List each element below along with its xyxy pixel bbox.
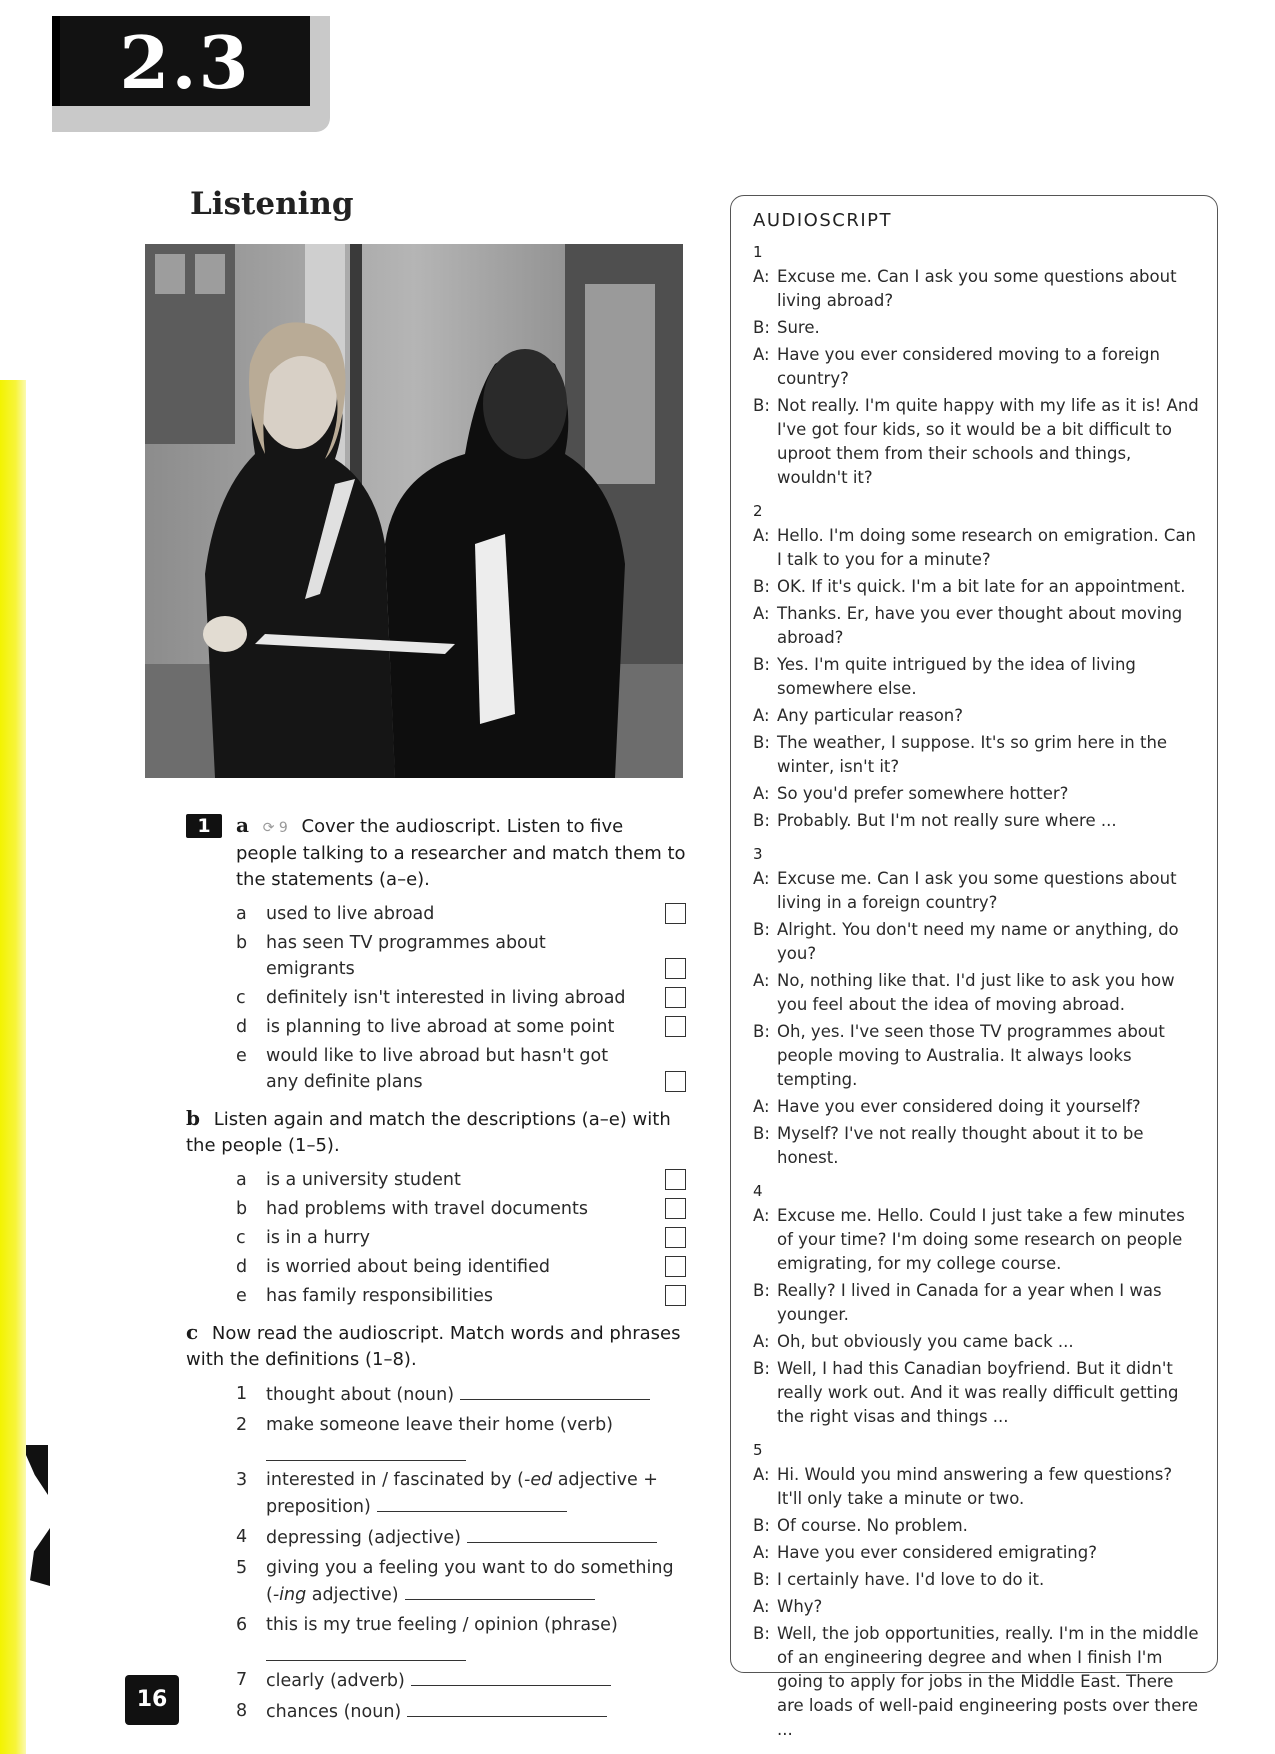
- line-text: Excuse me. Can I ask you some questions about living abroad?: [777, 267, 1177, 310]
- item-letter: e: [236, 1286, 247, 1306]
- list-item: [186, 1555, 686, 1608]
- dialogue-line: [753, 394, 1201, 490]
- unit-badge-inner: [52, 16, 310, 106]
- line-text: Oh, but obviously you came back ...: [777, 1332, 1074, 1351]
- section-number: 4: [753, 1182, 763, 1200]
- item-letter: d: [236, 1017, 248, 1037]
- section-number: 2: [753, 502, 763, 520]
- item-text: depressing (adjective): [266, 1528, 462, 1548]
- item-letter: c: [236, 1228, 246, 1248]
- speaker: B:: [753, 1516, 770, 1535]
- list-item: [186, 1667, 686, 1694]
- answer-box[interactable]: [665, 1016, 686, 1037]
- audioscript-panel: [730, 195, 1218, 1739]
- item-number: 7: [236, 1670, 248, 1690]
- line-text: The weather, I suppose. It's so grim here in the winter, isn't it?: [777, 733, 1168, 776]
- dialogue-line: [753, 918, 1201, 966]
- item-text: is worried about being identified: [266, 1257, 550, 1277]
- answer-box[interactable]: [665, 1227, 686, 1248]
- speaker: B:: [753, 920, 770, 939]
- item-text: has seen TV programmes about emigrants: [266, 933, 546, 979]
- item-text: chances (noun): [266, 1702, 402, 1722]
- exercise-1b-instruction: [186, 1105, 686, 1159]
- answer-blank[interactable]: [467, 1524, 657, 1543]
- list-item: [186, 1283, 686, 1309]
- item-text: thought about (noun): [266, 1385, 455, 1405]
- margin-color-strip: [0, 380, 26, 1754]
- item-letter: a: [236, 904, 247, 924]
- item-text: is planning to live abroad at some point: [266, 1017, 615, 1037]
- answer-blank[interactable]: [377, 1493, 567, 1512]
- answer-box[interactable]: [665, 1071, 686, 1092]
- line-text: Well, I had this Canadian boyfriend. But it didn't really work out. And it was really difficult getting the right visas and things ...: [777, 1359, 1179, 1426]
- statement-list-a: [186, 901, 686, 1095]
- dialogue-line: [753, 524, 1201, 572]
- item-text-pre: interested in / fascinated by (: [266, 1470, 525, 1490]
- description-list-b: [186, 1167, 686, 1309]
- dialogue-line: [753, 1595, 1201, 1619]
- line-text: Sure.: [777, 318, 820, 337]
- speaker: A:: [753, 1097, 770, 1116]
- exercise-1c-instruction: [186, 1319, 686, 1373]
- answer-box[interactable]: [665, 903, 686, 924]
- item-letter: b: [236, 933, 248, 953]
- line-text: Excuse me. Can I ask you some questions about living in a foreign country?: [777, 869, 1177, 912]
- speaker: A:: [753, 604, 770, 623]
- speaker: B:: [753, 655, 770, 674]
- speaker: A:: [753, 526, 770, 545]
- list-item: [186, 930, 686, 982]
- dialogue-line: [753, 1020, 1201, 1092]
- item-text-em: -ing: [272, 1585, 307, 1605]
- speaker: B:: [753, 396, 770, 415]
- dialogue-line: [753, 1541, 1201, 1565]
- line-text: Probably. But I'm not really sure where ...: [777, 811, 1117, 830]
- list-item: [186, 1225, 686, 1251]
- dialogue-line: [753, 731, 1201, 779]
- dialogue-line: [753, 1095, 1201, 1119]
- section-title: Listening: [190, 186, 354, 222]
- speaker: A:: [753, 1465, 770, 1484]
- dialogue-line: [753, 265, 1201, 313]
- speaker: A:: [753, 1206, 770, 1225]
- item-text: had problems with travel documents: [266, 1199, 589, 1219]
- item-number: 6: [236, 1615, 248, 1635]
- dialogue-line: [753, 1357, 1201, 1429]
- speaker: A:: [753, 267, 770, 286]
- speaker: B:: [753, 733, 770, 752]
- audioscript-section: [753, 843, 1201, 1170]
- section-number: 1: [753, 243, 763, 261]
- dialogue-line: [753, 867, 1201, 915]
- line-text: Have you ever considered moving to a foreign country?: [777, 345, 1160, 388]
- item-number: 1: [236, 1384, 248, 1404]
- answer-box[interactable]: [665, 1285, 686, 1306]
- dialogue-line: [753, 809, 1201, 833]
- item-number: 8: [236, 1701, 248, 1721]
- speaker: A:: [753, 784, 770, 803]
- answer-blank[interactable]: [411, 1667, 611, 1686]
- list-item: [186, 1467, 686, 1520]
- speaker: B:: [753, 577, 770, 596]
- margin-mark: [26, 1445, 48, 1495]
- answer-blank[interactable]: [266, 1638, 466, 1661]
- item-number: 3: [236, 1470, 248, 1490]
- dialogue-line: [753, 602, 1201, 650]
- answer-blank[interactable]: [266, 1438, 466, 1461]
- list-item: [186, 1698, 686, 1725]
- list-item: [186, 1612, 686, 1661]
- cd-track-icon[interactable]: ⟳ 9: [262, 820, 288, 836]
- list-item: [186, 1381, 686, 1408]
- speaker: A:: [753, 345, 770, 364]
- item-text: used to live abroad: [266, 904, 435, 924]
- line-text: Not really. I'm quite happy with my life as it is! And I've got four kids, so it would be a bit difficult to uproot them from their schools and things, wouldn't it?: [777, 396, 1199, 487]
- part-letter: b: [186, 1106, 200, 1130]
- line-text: Why?: [777, 1597, 823, 1616]
- item-text: definitely isn't interested in living abroad: [266, 988, 626, 1008]
- line-text: Have you ever considered doing it yourself?: [777, 1097, 1141, 1116]
- speaker: A:: [753, 1597, 770, 1616]
- dialogue-line: [753, 1122, 1201, 1170]
- dialogue-line: [753, 575, 1201, 599]
- line-text: Of course. No problem.: [777, 1516, 968, 1535]
- line-text: Any particular reason?: [777, 706, 964, 725]
- illustration-photo: [145, 244, 683, 778]
- answer-box[interactable]: [665, 1198, 686, 1219]
- item-text-em: -ed: [524, 1470, 553, 1490]
- answer-blank[interactable]: [460, 1381, 650, 1400]
- photo-people-talking: [145, 244, 683, 778]
- section-number: 3: [753, 845, 763, 863]
- line-text: Alright. You don't need my name or anything, do you?: [777, 920, 1179, 963]
- item-text-post: adjective + preposition): [266, 1470, 658, 1517]
- audioscript-section: [753, 1439, 1201, 1742]
- item-text: would like to live abroad but hasn't got any definite plans: [266, 1046, 609, 1092]
- speaker: B:: [753, 1281, 770, 1300]
- answer-box[interactable]: [665, 1256, 686, 1277]
- speaker: B:: [753, 1359, 770, 1378]
- unit-badge: [52, 16, 330, 132]
- speaker: B:: [753, 318, 770, 337]
- list-item: [186, 1196, 686, 1222]
- dialogue-line: [753, 343, 1201, 391]
- item-text: make someone leave their home (verb): [266, 1415, 614, 1435]
- unit-number: 2.3: [119, 20, 251, 105]
- instruction-text: Now read the audioscript. Match words and phrases with the definitions (1–8).: [186, 1323, 681, 1370]
- list-item: [186, 1524, 686, 1551]
- list-item: [186, 985, 686, 1011]
- definition-list-c: [186, 1381, 686, 1725]
- list-item: [186, 1043, 686, 1095]
- line-text: Yes. I'm quite intrigued by the idea of living somewhere else.: [777, 655, 1136, 698]
- list-item: [186, 1167, 686, 1193]
- line-text: Myself? I've not really thought about it to be honest.: [777, 1124, 1144, 1167]
- dialogue-line: [753, 1330, 1201, 1354]
- speaker: B:: [753, 1570, 770, 1589]
- speaker: A:: [753, 1543, 770, 1562]
- instruction-text: Cover the audioscript. Listen to five people talking to a researcher and match them to the statements (a–e).: [236, 816, 686, 890]
- list-item: [186, 1014, 686, 1040]
- item-text-post: adjective): [306, 1585, 399, 1605]
- line-text: Excuse me. Hello. Could I just take a few minutes of your time? I'm doing some research on people emigrating, for my college course.: [777, 1206, 1185, 1273]
- section-number: 5: [753, 1441, 763, 1459]
- exercise-1: [186, 812, 686, 1729]
- part-letter: a: [236, 813, 249, 837]
- part-letter: c: [186, 1320, 199, 1344]
- dialogue-line: [753, 704, 1201, 728]
- line-text: OK. If it's quick. I'm a bit late for an appointment.: [777, 577, 1186, 596]
- answer-box[interactable]: [665, 987, 686, 1008]
- answer-blank[interactable]: [405, 1581, 595, 1600]
- dialogue-line: [753, 969, 1201, 1017]
- item-number: 5: [236, 1558, 248, 1578]
- line-text: Oh, yes. I've seen those TV programmes about people moving to Australia. It always looks tempting.: [777, 1022, 1165, 1089]
- list-item: [186, 1412, 686, 1461]
- line-text: No, nothing like that. I'd just like to ask you how you feel about the idea of moving abroad.: [777, 971, 1175, 1014]
- line-text: I certainly have. I'd love to do it.: [777, 1570, 1045, 1589]
- page-number: 16: [125, 1675, 179, 1725]
- speaker: A:: [753, 706, 770, 725]
- dialogue-line: [753, 782, 1201, 806]
- audioscript-section: [753, 241, 1201, 490]
- dialogue-line: [753, 1568, 1201, 1592]
- item-text: has family responsibilities: [266, 1286, 493, 1306]
- line-text: Hi. Would you mind answering a few questions? It'll only take a minute or two.: [777, 1465, 1173, 1508]
- item-letter: e: [236, 1046, 247, 1066]
- dialogue-line: [753, 653, 1201, 701]
- exercise-1a-instruction: [186, 812, 686, 893]
- dialogue-line: [753, 1204, 1201, 1276]
- dialogue-line: [753, 1622, 1201, 1742]
- line-text: Have you ever considered emigrating?: [777, 1543, 1097, 1562]
- speaker: B:: [753, 1124, 770, 1143]
- dialogue-line: [753, 316, 1201, 340]
- speaker: B:: [753, 1624, 770, 1643]
- margin-mark: [30, 1528, 50, 1586]
- speaker: A:: [753, 869, 770, 888]
- item-text: this is my true feeling / opinion (phrase): [266, 1615, 618, 1635]
- item-text-pre: giving you a feeling you want to do something (: [266, 1558, 674, 1605]
- item-letter: c: [236, 988, 246, 1008]
- line-text: Thanks. Er, have you ever thought about moving abroad?: [777, 604, 1183, 647]
- item-text: is in a hurry: [266, 1228, 370, 1248]
- instruction-text: Listen again and match the descriptions (a–e) with the people (1–5).: [186, 1109, 671, 1156]
- dialogue-line: [753, 1514, 1201, 1538]
- list-item: [186, 901, 686, 927]
- line-text: Really? I lived in Canada for a year when I was younger.: [777, 1281, 1162, 1324]
- speaker: B:: [753, 811, 770, 830]
- item-text: is a university student: [266, 1170, 461, 1190]
- item-letter: b: [236, 1199, 248, 1219]
- speaker: B:: [753, 1022, 770, 1041]
- answer-box[interactable]: [665, 958, 686, 979]
- item-letter: a: [236, 1170, 247, 1190]
- line-text: Well, the job opportunities, really. I'm in the middle of an engineering degree and when I finish I'm going to apply for jobs in the Middle East. There are loads of well-paid engineering posts over there ...: [777, 1624, 1199, 1739]
- item-letter: d: [236, 1257, 248, 1277]
- line-text: So you'd prefer somewhere hotter?: [777, 784, 1069, 803]
- dialogue-line: [753, 1463, 1201, 1511]
- speaker: A:: [753, 971, 770, 990]
- speaker: A:: [753, 1332, 770, 1351]
- audioscript-section: [753, 500, 1201, 833]
- answer-box[interactable]: [665, 1169, 686, 1190]
- dialogue-line: [753, 1279, 1201, 1327]
- item-text: clearly (adverb): [266, 1671, 405, 1691]
- audioscript-section: [753, 1180, 1201, 1429]
- list-item: [186, 1254, 686, 1280]
- item-number: 4: [236, 1527, 248, 1547]
- audioscript-title: AUDIOSCRIPT: [753, 210, 892, 231]
- exercise-number: 1: [186, 814, 222, 838]
- track-number: 9: [278, 820, 288, 836]
- line-text: Hello. I'm doing some research on emigration. Can I talk to you for a minute?: [777, 526, 1197, 569]
- answer-blank[interactable]: [407, 1698, 607, 1717]
- item-number: 2: [236, 1415, 248, 1435]
